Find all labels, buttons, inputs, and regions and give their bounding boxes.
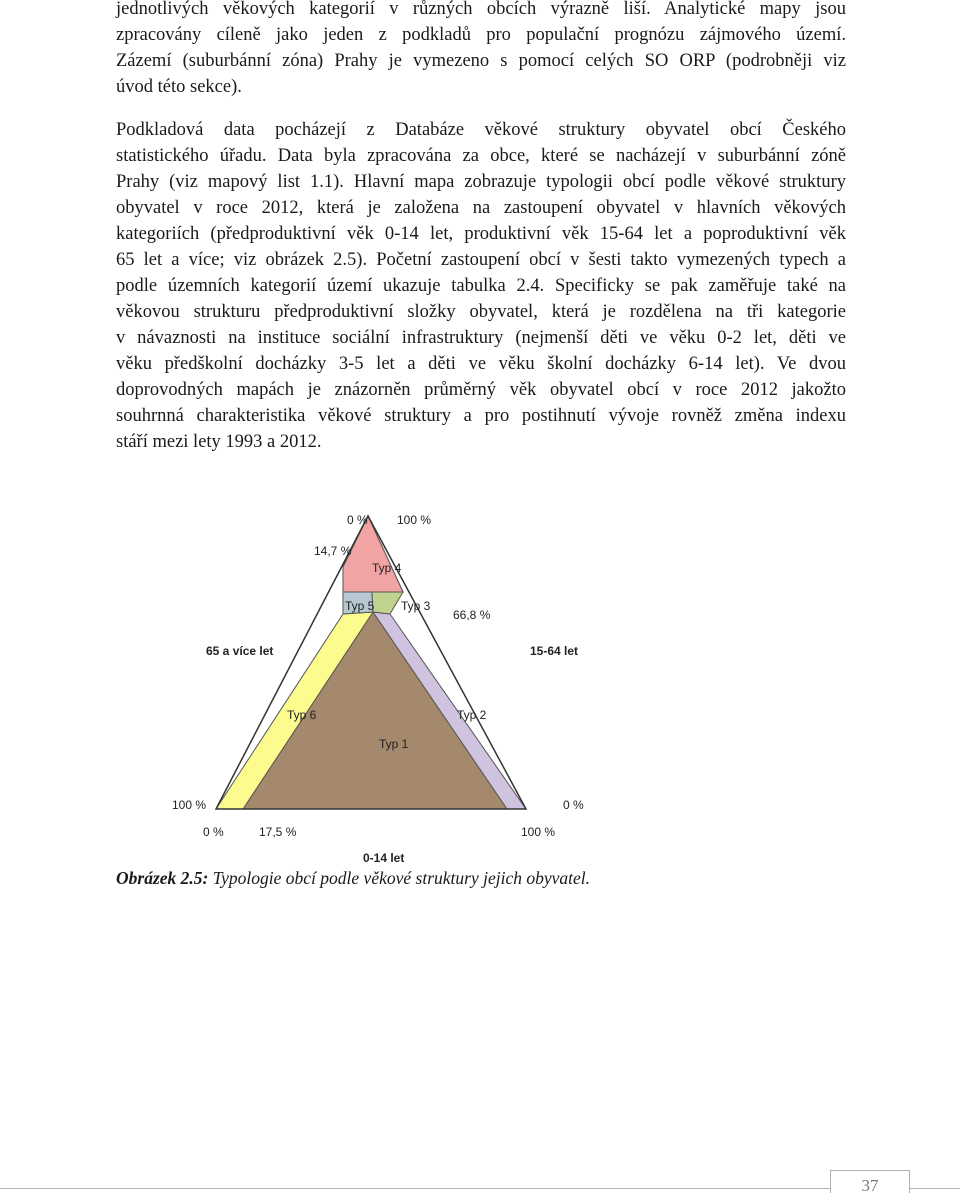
type-label-typ-6: Typ 6 (287, 708, 317, 722)
right-axis-title: 15-64 let (530, 644, 579, 658)
text-line: Prahy (viz mapový list 1.1). Hlavní mapa zobrazuje typologii obcí podle věkové struktury (116, 172, 846, 192)
text-line: souhrnná charakteristika věkové struktury a pro postihnutí vývoje rovněž změna indexu (116, 406, 846, 426)
text-line: kategoriích (předproduktivní věk 0-14 let, produktivní věk 15-64 let a poproduktivní věk (116, 224, 846, 244)
bottom-left-outer-label: 100 % (172, 798, 207, 812)
type-label-typ-4: Typ 4 (372, 561, 402, 575)
type-label-typ-5: Typ 5 (345, 599, 375, 613)
base-label-17-5: 17,5 % (259, 825, 297, 839)
text-line: zpracovány cíleně jako jeden z podkladů pro populační prognózu zájmového území. (116, 25, 846, 45)
right-edge-value-label: 66,8 % (453, 608, 491, 622)
text-line: věku předškolní docházky 3-5 let a děti ve věku školní docházky 6-14 let). Ve dvou (116, 354, 846, 374)
text-line: 65 let a více; viz obrázek 2.5). Početní zastoupení obcí v šesti takto vymezených typech a (116, 250, 846, 270)
text-line: jednotlivých věkových kategorií v různých obcích výrazně liší. Analytické mapy jsou (116, 0, 846, 19)
type-label-typ-2: Typ 2 (457, 708, 487, 722)
left-axis-title: 65 a více let (206, 644, 274, 658)
caption-text: Typologie obcí podle věkové struktury jejich obyvatel. (208, 868, 590, 888)
text-line: úvod této sekce). (116, 77, 242, 97)
bottom-right-outer-label: 0 % (563, 798, 584, 812)
text-line: stáří mezi lety 1993 a 2012. (116, 432, 322, 452)
ternary-diagram-figure (172, 511, 584, 867)
figure-caption (116, 868, 590, 889)
apex-label-left: 0 % (347, 513, 368, 527)
type-label-typ-3: Typ 3 (401, 599, 431, 613)
paragraph-1 (116, 0, 846, 100)
text-line: Podkladová data pocházejí z Databáze věkové struktury obyvatel obcí Českého (116, 120, 846, 140)
paragraph-2 (116, 117, 846, 455)
base-label-0: 0 % (203, 825, 224, 839)
text-line: v návaznosti na instituce sociální infrastruktury (nejmenší děti ve věku 0-2 let, děti ve (116, 328, 846, 348)
text-line: obyvatel v roce 2012, která je založena na zastoupení obyvatel v hlavních věkových (116, 198, 846, 218)
text-line: věkovou strukturu předproduktivní složky obyvatel, která je rozdělena na tři kategorie (116, 302, 846, 322)
page-number: 37 (861, 1176, 879, 1195)
page-number-box (830, 1170, 910, 1193)
apex-label-right: 100 % (397, 513, 432, 527)
footer-rule (0, 1188, 960, 1189)
caption-label: Obrázek 2.5: (116, 868, 209, 888)
region-typ-4 (343, 516, 403, 592)
bottom-axis-title: 0-14 let (363, 851, 405, 865)
ternary-diagram (172, 511, 584, 867)
left-edge-value-label: 14,7 % (314, 544, 352, 558)
type-label-typ-1: Typ 1 (379, 737, 409, 751)
base-label-100: 100 % (521, 825, 556, 839)
text-line: podle územních kategorií území ukazuje tabulka 2.4. Specificky se pak zaměřuje také na (116, 276, 846, 296)
text-line: statistického úřadu. Data byla zpracována za obce, které se nacházejí v suburbánní zóně (116, 146, 846, 166)
text-line: doprovodných mapách je znázorněn průměrný věk obyvatel obcí v roce 2012 jakožto (116, 380, 846, 400)
text-line: Zázemí (suburbánní zóna) Prahy je vymezeno s pomocí celých SO ORP (podrobněji viz (116, 51, 846, 71)
